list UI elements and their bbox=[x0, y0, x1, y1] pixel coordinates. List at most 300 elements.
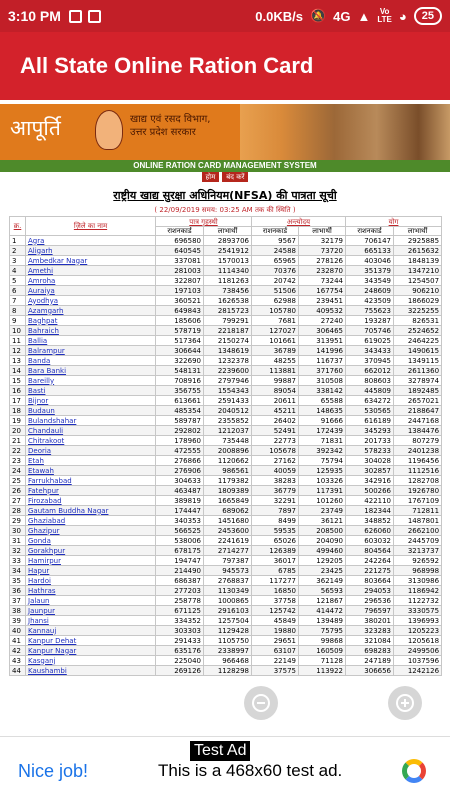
cell-value: 500266 bbox=[346, 486, 394, 496]
district-link[interactable]: Baghpat bbox=[26, 316, 156, 326]
district-link[interactable]: Aligarh bbox=[26, 246, 156, 256]
cell-value: 22773 bbox=[252, 436, 299, 446]
row-sno: 16 bbox=[10, 386, 26, 396]
table-row bbox=[10, 296, 442, 306]
district-link[interactable]: Budaun bbox=[26, 406, 156, 416]
cell-value: 2464225 bbox=[394, 336, 442, 346]
district-link[interactable]: Kaushambi bbox=[26, 666, 156, 676]
net-speed: 0.0KB/s bbox=[255, 8, 303, 24]
row-sno: 3 bbox=[10, 256, 26, 266]
cell-value: 45849 bbox=[252, 616, 299, 626]
cell-value: 2662100 bbox=[394, 526, 442, 536]
table-row bbox=[10, 556, 442, 566]
row-sno: 14 bbox=[10, 366, 26, 376]
row-sno: 2 bbox=[10, 246, 26, 256]
cell-value: 1212037 bbox=[204, 426, 252, 436]
cell-value: 804564 bbox=[346, 546, 394, 556]
report-subtitle: ( 22/09/2019 समय: 03:25 AM तक की स्थिति ) bbox=[154, 206, 296, 214]
cell-value: 291433 bbox=[156, 636, 204, 646]
row-sno: 44 bbox=[10, 666, 26, 676]
cell-value: 281003 bbox=[156, 266, 204, 276]
district-link[interactable]: Kasganj bbox=[26, 656, 156, 666]
district-link[interactable]: Amethi bbox=[26, 266, 156, 276]
district-link[interactable]: Balrampur bbox=[26, 346, 156, 356]
cell-value: 129205 bbox=[299, 556, 346, 566]
cell-value: 589787 bbox=[156, 416, 204, 426]
cell-value: 304633 bbox=[156, 476, 204, 486]
district-link[interactable]: Hamirpur bbox=[26, 556, 156, 566]
cell-value: 73720 bbox=[299, 246, 346, 256]
district-link[interactable]: Hapur bbox=[26, 566, 156, 576]
district-link[interactable]: Chandauli bbox=[26, 426, 156, 436]
cell-value: 414472 bbox=[299, 606, 346, 616]
cell-value: 185606 bbox=[156, 316, 204, 326]
row-sno: 29 bbox=[10, 516, 26, 526]
cell-value: 105678 bbox=[252, 446, 299, 456]
district-link[interactable]: Ghazipur bbox=[26, 526, 156, 536]
cell-value: 1348619 bbox=[204, 346, 252, 356]
cell-value: 65965 bbox=[252, 256, 299, 266]
cell-value: 70376 bbox=[252, 266, 299, 276]
cell-value: 616189 bbox=[346, 416, 394, 426]
table-row bbox=[10, 626, 442, 636]
row-sno: 18 bbox=[10, 406, 26, 416]
row-sno: 42 bbox=[10, 646, 26, 656]
district-link[interactable]: Jaunpur bbox=[26, 606, 156, 616]
cell-value: 7897 bbox=[252, 506, 299, 516]
cell-value: 706147 bbox=[346, 236, 394, 246]
cell-value: 91666 bbox=[299, 416, 346, 426]
district-link[interactable]: Basti bbox=[26, 386, 156, 396]
wifi-icon: ◕ bbox=[398, 8, 407, 24]
col-beneficiaries: लाभार्थी bbox=[299, 227, 346, 236]
cell-value: 16850 bbox=[252, 586, 299, 596]
cell-value: 422110 bbox=[346, 496, 394, 506]
col-group-eligible-household[interactable]: पात्र गृहस्थी bbox=[156, 217, 252, 227]
table-body bbox=[10, 236, 442, 676]
cell-value: 302857 bbox=[346, 466, 394, 476]
table-row bbox=[10, 636, 442, 646]
cell-value: 75795 bbox=[299, 626, 346, 636]
cell-value: 678175 bbox=[156, 546, 204, 556]
row-sno: 28 bbox=[10, 506, 26, 516]
cell-value: 56593 bbox=[299, 586, 346, 596]
cell-value: 214490 bbox=[156, 566, 204, 576]
cell-value: 389819 bbox=[156, 496, 204, 506]
district-link[interactable]: Kannauj bbox=[26, 626, 156, 636]
dept-line-2: उत्तर प्रदेश सरकार bbox=[130, 127, 196, 138]
table-row bbox=[10, 246, 442, 256]
table-row bbox=[10, 476, 442, 486]
cell-value: 530565 bbox=[346, 406, 394, 416]
district-link[interactable]: Bijnor bbox=[26, 396, 156, 406]
cell-value: 27162 bbox=[252, 456, 299, 466]
cell-value: 8499 bbox=[252, 516, 299, 526]
cell-value: 945573 bbox=[204, 566, 252, 576]
notification-icon bbox=[69, 10, 82, 23]
cell-value: 194747 bbox=[156, 556, 204, 566]
cell-value: 322690 bbox=[156, 356, 204, 366]
district-link[interactable]: Ghaziabad bbox=[26, 516, 156, 526]
cell-value: 99868 bbox=[299, 636, 346, 646]
table-row bbox=[10, 466, 442, 476]
cell-value: 1105750 bbox=[204, 636, 252, 646]
row-sno: 40 bbox=[10, 626, 26, 636]
cell-value: 1490615 bbox=[394, 346, 442, 356]
cell-value: 634272 bbox=[346, 396, 394, 406]
cell-value: 239451 bbox=[299, 296, 346, 306]
cell-value: 796597 bbox=[346, 606, 394, 616]
zoom-in-button[interactable] bbox=[388, 686, 422, 720]
cell-value: 99887 bbox=[252, 376, 299, 386]
cell-value: 1114340 bbox=[204, 266, 252, 276]
cell-value: 463487 bbox=[156, 486, 204, 496]
cell-value: 1349115 bbox=[394, 356, 442, 366]
district-link[interactable]: Gonda bbox=[26, 536, 156, 546]
cell-value: 370945 bbox=[346, 356, 394, 366]
cell-value: 826531 bbox=[394, 316, 442, 326]
volte-bottom: LTE bbox=[377, 15, 392, 24]
district-link[interactable]: Ambedkar Nagar bbox=[26, 256, 156, 266]
cell-value: 277203 bbox=[156, 586, 204, 596]
district-link[interactable]: Kanpur Dehat bbox=[26, 636, 156, 646]
col-sno: क्र. bbox=[10, 217, 26, 236]
cell-value: 3278974 bbox=[394, 376, 442, 386]
cell-value: 3213737 bbox=[394, 546, 442, 556]
table-row bbox=[10, 516, 442, 526]
col-cards: राशनकार्ड bbox=[346, 227, 394, 236]
table-row bbox=[10, 276, 442, 286]
district-link[interactable]: Banda bbox=[26, 356, 156, 366]
cell-value: 2008896 bbox=[204, 446, 252, 456]
webview[interactable] bbox=[0, 100, 450, 736]
cell-value: 409532 bbox=[299, 306, 346, 316]
table-row bbox=[10, 456, 442, 466]
cell-value: 2611360 bbox=[394, 366, 442, 376]
row-sno: 6 bbox=[10, 286, 26, 296]
cell-value: 403046 bbox=[346, 256, 394, 266]
cell-value: 926592 bbox=[394, 556, 442, 566]
volte-badge bbox=[377, 8, 392, 24]
row-sno: 13 bbox=[10, 356, 26, 366]
cell-value: 2524652 bbox=[394, 326, 442, 336]
cell-value: 356755 bbox=[156, 386, 204, 396]
cell-value: 2615632 bbox=[394, 246, 442, 256]
table-row bbox=[10, 436, 442, 446]
cell-value: 294053 bbox=[346, 586, 394, 596]
cell-value: 1112516 bbox=[394, 466, 442, 476]
table-row bbox=[10, 306, 442, 316]
row-sno: 25 bbox=[10, 476, 26, 486]
department-name bbox=[130, 113, 210, 139]
cell-value: 121867 bbox=[299, 596, 346, 606]
table-row bbox=[10, 356, 442, 366]
district-link[interactable]: Chitrakoot bbox=[26, 436, 156, 446]
cell-value: 2797946 bbox=[204, 376, 252, 386]
close-link[interactable]: बंद करें bbox=[222, 172, 248, 182]
cell-value: 345293 bbox=[346, 426, 394, 436]
cell-value: 797387 bbox=[204, 556, 252, 566]
district-link[interactable]: Farrukhabad bbox=[26, 476, 156, 486]
district-link[interactable]: Gautam Buddha Nagar bbox=[26, 506, 156, 516]
cell-value: 2499506 bbox=[394, 646, 442, 656]
cell-value: 1205223 bbox=[394, 626, 442, 636]
row-sno: 22 bbox=[10, 446, 26, 456]
cell-value: 127027 bbox=[252, 326, 299, 336]
cell-value: 603032 bbox=[346, 536, 394, 546]
cell-value: 7681 bbox=[252, 316, 299, 326]
zoom-out-button[interactable] bbox=[244, 686, 278, 720]
cell-value: 321084 bbox=[346, 636, 394, 646]
cell-value: 197103 bbox=[156, 286, 204, 296]
cell-value: 578719 bbox=[156, 326, 204, 336]
cell-value: 73244 bbox=[299, 276, 346, 286]
ad-banner[interactable] bbox=[0, 736, 450, 800]
cell-value: 304028 bbox=[346, 456, 394, 466]
table-row bbox=[10, 236, 442, 246]
cell-value: 1347210 bbox=[394, 266, 442, 276]
cell-value: 113881 bbox=[252, 366, 299, 376]
app-title: All State Online Ration Card bbox=[20, 53, 314, 78]
cell-value: 323283 bbox=[346, 626, 394, 636]
row-sno: 17 bbox=[10, 396, 26, 406]
cell-value: 712811 bbox=[394, 506, 442, 516]
col-cards: राशनकार्ड bbox=[156, 227, 204, 236]
cell-value: 1926780 bbox=[394, 486, 442, 496]
cell-value: 799291 bbox=[204, 316, 252, 326]
table-row bbox=[10, 446, 442, 456]
cell-value: 52491 bbox=[252, 426, 299, 436]
cell-value: 201733 bbox=[346, 436, 394, 446]
cell-value: 89054 bbox=[252, 386, 299, 396]
ad-logo-icon[interactable] bbox=[402, 759, 426, 783]
district-link[interactable]: Etawah bbox=[26, 466, 156, 476]
district-link[interactable]: Ballia bbox=[26, 336, 156, 346]
col-group-total[interactable]: योग bbox=[346, 217, 442, 227]
cell-value: 103326 bbox=[299, 476, 346, 486]
cell-value: 20742 bbox=[252, 276, 299, 286]
row-sno: 33 bbox=[10, 556, 26, 566]
cell-value: 29651 bbox=[252, 636, 299, 646]
row-sno: 15 bbox=[10, 376, 26, 386]
table-row bbox=[10, 486, 442, 496]
cell-value: 1242126 bbox=[394, 666, 442, 676]
cell-value: 71831 bbox=[299, 436, 346, 446]
status-bar bbox=[0, 0, 450, 32]
cell-value: 36789 bbox=[252, 346, 299, 356]
cell-value: 1487801 bbox=[394, 516, 442, 526]
col-beneficiaries: लाभार्थी bbox=[394, 227, 442, 236]
cell-value: 738456 bbox=[204, 286, 252, 296]
cell-value: 665133 bbox=[346, 246, 394, 256]
ad-message: This is a 468x60 test ad. bbox=[158, 761, 343, 780]
row-sno: 7 bbox=[10, 296, 26, 306]
district-link[interactable]: Auraiya bbox=[26, 286, 156, 296]
cell-value: 160509 bbox=[299, 646, 346, 656]
cell-value: 59535 bbox=[252, 526, 299, 536]
cell-value: 172439 bbox=[299, 426, 346, 436]
cell-value: 116737 bbox=[299, 356, 346, 366]
banner-photo-strip bbox=[240, 104, 450, 160]
cell-value: 2355852 bbox=[204, 416, 252, 426]
district-link[interactable]: Bulandshahar bbox=[26, 416, 156, 426]
table-row bbox=[10, 316, 442, 326]
cell-value: 689062 bbox=[204, 506, 252, 516]
cell-value: 62988 bbox=[252, 296, 299, 306]
row-sno: 4 bbox=[10, 266, 26, 276]
cell-value: 1181263 bbox=[204, 276, 252, 286]
mute-icon: 🔕 bbox=[309, 8, 327, 23]
district-link[interactable]: Deoria bbox=[26, 446, 156, 456]
district-link[interactable]: Bahraich bbox=[26, 326, 156, 336]
battery-icon: 25 bbox=[414, 7, 442, 25]
cell-value: 32179 bbox=[299, 236, 346, 246]
row-sno: 24 bbox=[10, 466, 26, 476]
district-link[interactable]: Fatehpur bbox=[26, 486, 156, 496]
table-row bbox=[10, 256, 442, 266]
cell-value: 1384476 bbox=[394, 426, 442, 436]
ad-cta[interactable]: Nice job! bbox=[18, 761, 89, 781]
row-sno: 12 bbox=[10, 346, 26, 356]
cell-value: 517364 bbox=[156, 336, 204, 346]
cell-value: 101661 bbox=[252, 336, 299, 346]
row-sno: 20 bbox=[10, 426, 26, 436]
cell-value: 2714277 bbox=[204, 546, 252, 556]
cell-value: 1892485 bbox=[394, 386, 442, 396]
district-link[interactable]: Amroha bbox=[26, 276, 156, 286]
cell-value: 51506 bbox=[252, 286, 299, 296]
row-sno: 36 bbox=[10, 586, 26, 596]
cell-value: 1122732 bbox=[394, 596, 442, 606]
table-row bbox=[10, 586, 442, 596]
cell-value: 296536 bbox=[346, 596, 394, 606]
cell-value: 167754 bbox=[299, 286, 346, 296]
district-link[interactable]: Firozabad bbox=[26, 496, 156, 506]
row-sno: 11 bbox=[10, 336, 26, 346]
district-link[interactable]: Jalaun bbox=[26, 596, 156, 606]
district-link[interactable]: Bareilly bbox=[26, 376, 156, 386]
cell-value: 141996 bbox=[299, 346, 346, 356]
dept-line-1: खाद्य एवं रसद विभाग, bbox=[130, 114, 211, 125]
cell-value: 276866 bbox=[156, 456, 204, 466]
district-link[interactable]: Gorakhpur bbox=[26, 546, 156, 556]
cell-value: 619025 bbox=[346, 336, 394, 346]
cell-value: 635176 bbox=[156, 646, 204, 656]
cell-value: 65588 bbox=[299, 396, 346, 406]
cell-value: 101260 bbox=[299, 496, 346, 506]
table-row bbox=[10, 496, 442, 506]
cell-value: 27240 bbox=[299, 316, 346, 326]
cell-value: 1120662 bbox=[204, 456, 252, 466]
cell-value: 36779 bbox=[252, 486, 299, 496]
cell-value: 1626538 bbox=[204, 296, 252, 306]
cell-value: 75794 bbox=[299, 456, 346, 466]
cell-value: 126389 bbox=[252, 546, 299, 556]
table-row bbox=[10, 406, 442, 416]
cell-value: 63107 bbox=[252, 646, 299, 656]
cell-value: 485354 bbox=[156, 406, 204, 416]
table-row bbox=[10, 526, 442, 536]
table-row bbox=[10, 606, 442, 616]
district-link[interactable]: Etah bbox=[26, 456, 156, 466]
cell-value: 2541912 bbox=[204, 246, 252, 256]
row-sno: 39 bbox=[10, 616, 26, 626]
cell-value: 472555 bbox=[156, 446, 204, 456]
district-link[interactable]: Agra bbox=[26, 236, 156, 246]
cell-value: 686387 bbox=[156, 576, 204, 586]
cell-value: 48255 bbox=[252, 356, 299, 366]
table-row bbox=[10, 416, 442, 426]
cell-value: 1257504 bbox=[204, 616, 252, 626]
cell-value: 2338997 bbox=[204, 646, 252, 656]
cell-value: 1129428 bbox=[204, 626, 252, 636]
cell-value: 117277 bbox=[252, 576, 299, 586]
nfsa-eligibility-table bbox=[9, 216, 442, 676]
district-link[interactable]: Kanpur Nagar bbox=[26, 646, 156, 656]
cell-value: 626060 bbox=[346, 526, 394, 536]
cell-value: 340353 bbox=[156, 516, 204, 526]
cell-value: 1128298 bbox=[204, 666, 252, 676]
district-link[interactable]: Jhansi bbox=[26, 616, 156, 626]
table-row bbox=[10, 536, 442, 546]
cell-value: 696580 bbox=[156, 236, 204, 246]
volte-top: Vo bbox=[379, 7, 390, 16]
cell-value: 2445709 bbox=[394, 536, 442, 546]
cell-value: 306656 bbox=[346, 666, 394, 676]
report-title: राष्ट्रीय खाद्य सुरक्षा अधिनियम(NFSA) की पात्रता सूची bbox=[113, 189, 337, 202]
cell-value: 105780 bbox=[252, 306, 299, 316]
cell-value: 204090 bbox=[299, 536, 346, 546]
cell-value: 306644 bbox=[156, 346, 204, 356]
cell-value: 23425 bbox=[299, 566, 346, 576]
home-link[interactable]: होम bbox=[202, 172, 220, 182]
cell-value: 1179382 bbox=[204, 476, 252, 486]
district-link[interactable]: Hathras bbox=[26, 586, 156, 596]
col-group-antyodaya[interactable]: अन्त्योदय bbox=[252, 217, 346, 227]
district-link[interactable]: Hardoi bbox=[26, 576, 156, 586]
col-beneficiaries: लाभार्थी bbox=[204, 227, 252, 236]
cell-value: 221275 bbox=[346, 566, 394, 576]
row-sno: 41 bbox=[10, 636, 26, 646]
cell-value: 24588 bbox=[252, 246, 299, 256]
cell-value: 36121 bbox=[299, 516, 346, 526]
cell-value: 2150274 bbox=[204, 336, 252, 346]
col-district[interactable]: ज़िले का नाम bbox=[26, 217, 156, 236]
row-sno: 34 bbox=[10, 566, 26, 576]
district-link[interactable]: Azamgarh bbox=[26, 306, 156, 316]
row-sno: 21 bbox=[10, 436, 26, 446]
cell-value: 807279 bbox=[394, 436, 442, 446]
cell-value: 2657021 bbox=[394, 396, 442, 406]
cell-value: 1451680 bbox=[204, 516, 252, 526]
cell-value: 65026 bbox=[252, 536, 299, 546]
cell-value: 499460 bbox=[299, 546, 346, 556]
cell-value: 322807 bbox=[156, 276, 204, 286]
district-link[interactable]: Ayodhya bbox=[26, 296, 156, 306]
cell-value: 1767109 bbox=[394, 496, 442, 506]
cell-value: 23749 bbox=[299, 506, 346, 516]
cell-value: 2768837 bbox=[204, 576, 252, 586]
cell-value: 2925885 bbox=[394, 236, 442, 246]
cell-value: 968998 bbox=[394, 566, 442, 576]
row-sno: 38 bbox=[10, 606, 26, 616]
cell-value: 9567 bbox=[252, 236, 299, 246]
district-link[interactable]: Bara Banki bbox=[26, 366, 156, 376]
cell-value: 292802 bbox=[156, 426, 204, 436]
cell-value: 342916 bbox=[346, 476, 394, 486]
cell-value: 351379 bbox=[346, 266, 394, 276]
table-row bbox=[10, 376, 442, 386]
